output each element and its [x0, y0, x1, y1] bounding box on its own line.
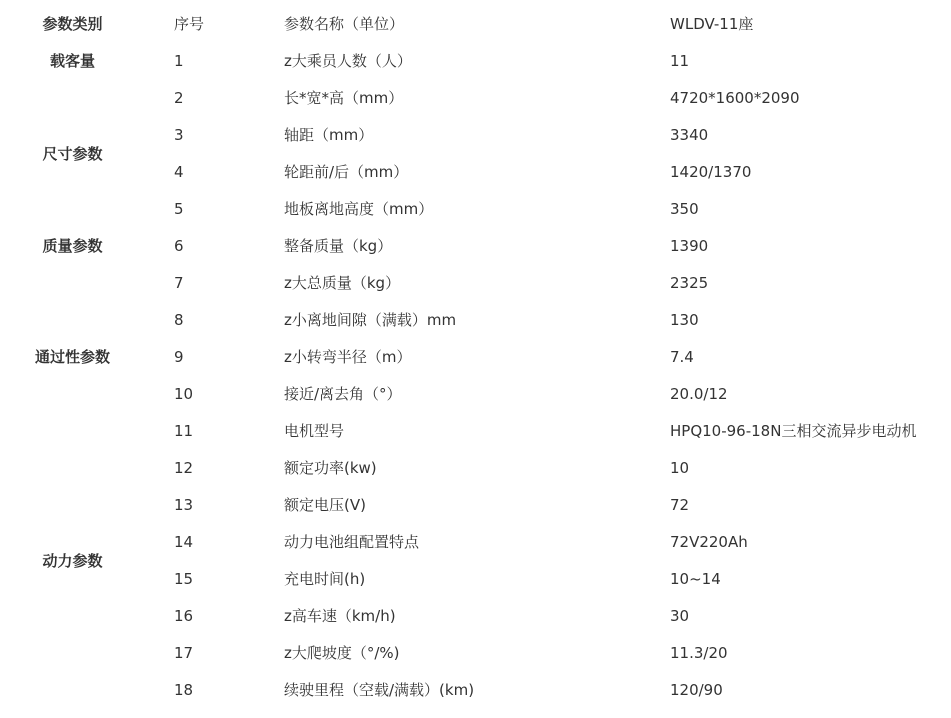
category-mass: 质量参数	[42, 237, 103, 255]
header-value: WLDV-11座	[670, 15, 754, 33]
table-row	[0, 301, 951, 338]
table-row	[0, 412, 951, 449]
row-index: 10	[174, 384, 194, 403]
header-index: 序号	[174, 15, 205, 33]
row-name: 续驶里程（空载/满载）(km)	[284, 681, 475, 699]
table-row	[0, 79, 951, 116]
row-value: 350	[670, 199, 699, 218]
row-name: 额定电压(V)	[284, 496, 366, 514]
category-dimension: 尺寸参数	[42, 144, 103, 163]
row-value: 11.3/20	[670, 643, 728, 662]
row-name: z大总质量（kg）	[284, 274, 401, 292]
row-name: 电机型号	[284, 422, 345, 440]
category-power: 动力参数	[42, 551, 103, 570]
row-index: 17	[174, 643, 194, 662]
row-index: 1	[174, 51, 184, 70]
spec-table	[0, 5, 951, 708]
row-index: 9	[174, 347, 184, 366]
table-row	[0, 227, 951, 264]
row-index: 11	[174, 421, 194, 440]
row-index: 13	[174, 495, 194, 514]
row-index: 12	[174, 458, 194, 477]
row-value: 7.4	[670, 347, 694, 366]
row-index: 15	[174, 569, 194, 588]
row-index: 6	[174, 236, 184, 255]
row-name: z小转弯半径（m）	[284, 348, 412, 366]
row-name: 动力电池组配置特点	[284, 533, 420, 551]
category-empty	[0, 264, 160, 301]
table-row	[0, 42, 951, 79]
header-category: 参数类别	[42, 15, 103, 33]
row-index: 7	[174, 273, 184, 292]
row-name: 整备质量（kg）	[284, 237, 393, 255]
row-index: 4	[174, 162, 184, 181]
row-index: 14	[174, 532, 194, 551]
row-value: 72V220Ah	[670, 532, 748, 551]
row-value: 120/90	[670, 680, 723, 699]
row-name: z高车速（km/h)	[284, 607, 396, 625]
row-index: 2	[174, 88, 184, 107]
row-value: 3340	[670, 125, 709, 144]
row-name: 轴距（mm）	[284, 126, 374, 144]
row-value: 10	[670, 458, 690, 477]
row-value: 1420/1370	[670, 162, 752, 181]
row-name: z大乘员人数（人）	[284, 52, 412, 70]
row-name: 充电时间(h)	[284, 570, 366, 588]
row-name: 额定功率(kw)	[284, 459, 377, 477]
row-value: 10~14	[670, 569, 721, 588]
row-index: 5	[174, 199, 184, 218]
row-value: 11	[670, 51, 690, 70]
table-header-row	[0, 5, 951, 42]
category-capacity: 载客量	[49, 52, 95, 70]
row-value: 30	[670, 606, 690, 625]
row-index: 3	[174, 125, 184, 144]
row-name: z小离地间隙（满载）mm	[284, 311, 457, 329]
row-name: 轮距前/后（mm）	[284, 163, 409, 181]
row-index: 8	[174, 310, 184, 329]
row-index: 18	[174, 680, 194, 699]
category-passability: 通过性参数	[34, 348, 110, 366]
row-name: 长*宽*高（mm）	[284, 89, 404, 107]
table-row	[0, 264, 951, 301]
row-value: 4720*1600*2090	[670, 88, 800, 107]
row-value: HPQ10-96-18N三相交流异步电动机	[670, 422, 917, 440]
row-value: 1390	[670, 236, 709, 255]
row-name: 地板离地高度（mm）	[284, 200, 434, 218]
row-index: 16	[174, 606, 194, 625]
row-value: 2325	[670, 273, 709, 292]
row-name: z大爬坡度（°/%)	[284, 644, 400, 662]
row-value: 72	[670, 495, 690, 514]
row-value: 20.0/12	[670, 384, 728, 403]
header-name: 参数名称（单位）	[284, 15, 405, 33]
row-name: 接近/离去角（°）	[284, 385, 402, 403]
row-value: 130	[670, 310, 699, 329]
